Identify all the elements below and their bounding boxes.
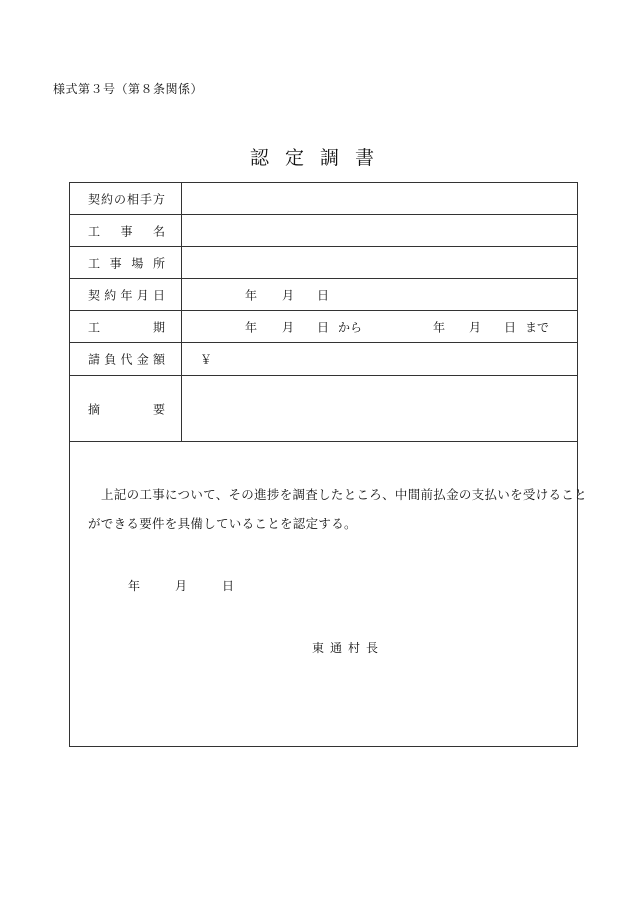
contract-party-value[interactable] [182,183,577,214]
label-char: 事 [120,224,133,238]
remarks-label [88,400,165,417]
label-char: 額 [152,352,165,367]
label-cell [70,279,182,310]
from-marker: から [338,320,363,334]
label-char: 代 [120,352,133,367]
label-char: 工 [88,224,101,238]
row-construction-name [70,215,577,247]
label-char: の [113,192,126,206]
label-cell [70,215,182,246]
label-char: 期 [152,320,165,334]
contract-date-label [88,286,165,303]
document-title: 認定調書 [249,147,390,169]
cert-date-year: 年 [128,579,141,593]
yen-symbol: ￥ [200,352,213,367]
label-char: 年 [120,288,133,302]
label-char: 要 [152,402,165,416]
contract-amount-value[interactable] [182,343,577,375]
end-month-marker: 月 [469,320,482,334]
construction-site-value[interactable] [182,247,577,278]
label-char: 契 [88,288,101,302]
contract-party-label [88,190,165,207]
certification-form-table [69,182,587,747]
label-char: 場 [131,256,144,270]
label-cell [70,311,182,342]
start-month-marker: 月 [282,320,295,334]
label-char: 事 [109,256,122,270]
row-contract-date [70,279,577,311]
year-marker: 年 [245,288,258,302]
label-char: 工 [88,320,101,334]
row-contract-party [70,183,577,215]
construction-period-label [88,318,165,335]
label-cell [70,343,182,375]
label-cell [70,247,182,278]
signer-name: 東通村長 [312,641,385,655]
construction-period-value[interactable] [182,311,577,342]
construction-site-label [88,254,165,271]
row-construction-period [70,311,577,343]
row-construction-site [70,247,577,279]
until-marker: まで [525,320,550,334]
label-char: 方 [152,192,165,206]
label-char: 約 [100,192,113,206]
label-char: 日 [152,288,165,302]
row-remarks [70,376,577,442]
contract-amount-label [88,351,165,368]
label-char: 相 [126,192,139,206]
label-cell [70,376,182,441]
label-char: 工 [88,256,101,270]
label-char: 名 [152,224,165,238]
label-char: 契 [88,192,101,206]
construction-name-value[interactable] [182,215,577,246]
label-char: 請 [88,352,101,367]
contract-date-value[interactable] [182,279,577,310]
form-number: 様式第３号（第８条関係） [53,82,204,96]
label-cell [70,183,182,214]
end-day-marker: 日 [504,320,517,334]
day-marker: 日 [317,288,330,302]
cert-date-day: 日 [222,579,235,593]
start-year-marker: 年 [245,320,258,334]
label-char: 月 [136,288,149,302]
row-contract-amount [70,343,577,376]
label-char: 摘 [88,402,101,416]
cert-date-month: 月 [175,579,188,593]
label-char: 金 [136,352,149,367]
label-char: 所 [152,256,165,270]
construction-name-label [88,222,165,239]
label-char: 手 [139,192,152,206]
certification-text-line-2: ができる要件を具備していることを認定する。 [88,516,357,531]
remarks-value[interactable] [182,376,577,441]
label-char: 約 [104,288,117,302]
end-year-marker: 年 [433,320,446,334]
certification-text-line-1: 上記の工事について、その進捗を調査したところ、中間前払金の支払いを受けること [101,487,587,502]
label-char: 負 [104,352,117,367]
start-day-marker: 日 [317,320,330,334]
month-marker: 月 [282,288,295,302]
